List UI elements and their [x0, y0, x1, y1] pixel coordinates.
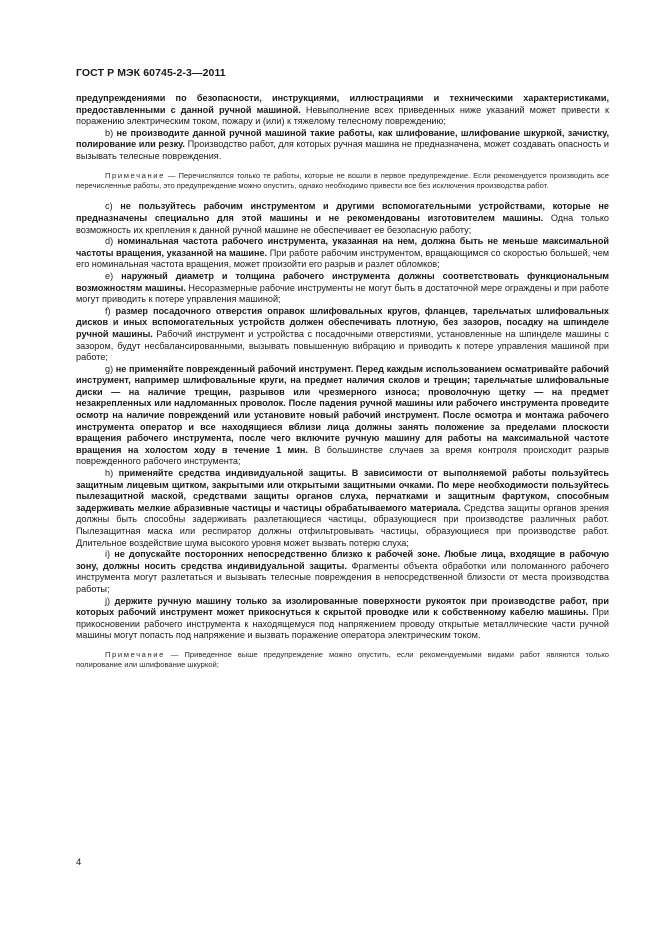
paragraph-f: [76, 306, 609, 364]
note-text: — Перечисляются только те работы, которые не вошли в первое предупреждение. Если рекомендуется производить все перечисленные работы, это предупреждение можно опустить, однако необходимо привести все без исключения производства работ.: [76, 170, 609, 190]
note-text: — Приведенное выше предупреждение можно опустить, если рекомендуемыми видами работ являются только полирование или шлифование шкуркой;: [76, 649, 609, 670]
paragraph-text: Рабочий инструмент и устройства с посадочными отверстиями, установленные на шпинделе машины с зазором, будут несбалансированными, вызывать повышенную вибрацию и приводить к потере управления машиной при работе;: [76, 328, 609, 363]
paragraph-b: [76, 128, 609, 163]
paragraph-bold: не производите данной ручной машиной такие работы, как шлифование, шлифование шкуркой, зачистку, полирование или резку.: [76, 127, 609, 150]
paragraph-text: Несоразмерные рабочие инструменты не могут быть в достаточной мере ограждены и при работе могут приводить к потере управления машиной;: [76, 282, 609, 305]
paragraph-text: Невыполнение всех приведенных ниже указаний может привести к поражению электрическим током, пожару и (или) к тяжелому телесному повреждению;: [76, 104, 609, 127]
paragraph-bold: применяйте средства индивидуальной защиты. В зависимости от выполняемой работы пользуйтесь защитным лицевым щитком, закрытыми или открытыми защитными очками. По мере необходимости пользуйтесь пылезащитной маской, средствами защиты органов слуха, перчатками и защитным фартуком, способным задерживать мелкие абразивные частицы и частицы обрабатываемого материала.: [76, 468, 609, 513]
paragraph-bold: не допускайте посторонних непосредственно близко к рабочей зоне. Любые лица, входящие в рабочую зону, должны носить средства индивидуальной защиты.: [76, 549, 609, 571]
paragraph-bold: не применяйте поврежденный рабочий инструмент. Перед каждым использованием осматривайте рабочий инструмент, например шлифовальные круги, на предмет наличия сколов и трещин; тарельчатые шлифовальные диски — на наличие трещин, разрывов или чрезмерного износа; проволочную щетку — на предмет незакрепленных или надломанных проволок. После падения ручной машины или рабочего инструмента проведите осмотр на наличие повреждений или установите новый рабочий инструмент. После осмотра и монтажа рабочего инструмента оператор и все находящиеся вблизи лица должны занять положение за пределами плоскости вращения рабочего инструмента, после чего включите ручную машину для работы на максимальной частоте вращения на холостом ходу в течение 1 мин.: [76, 363, 609, 455]
paragraph-bold: держите ручную машину только за изолированные поверхности рукояток при производстве работ, при которых рабочий инструмент может прикоснуться к скрытой проводке или к собственному кабелю машины.: [76, 595, 609, 618]
paragraph-bold: не пользуйтесь рабочим инструментом и другими вспомогательными устройствами, которые не предназначены специально для этой машины и не рекомендованы изготовителем машины.: [76, 201, 609, 223]
note-label: Примечание: [105, 170, 165, 180]
paragraph-text: При прикосновении рабочего инструмента к находящемуся под напряжением проводу открытые металлические части ручной машины могут попасть под напряжение и вызвать поражение оператора электрическим током.: [76, 607, 609, 641]
note-2: [76, 650, 609, 671]
item-marker: d): [105, 236, 114, 247]
document-body: [76, 93, 609, 671]
paragraph-bold: размер посадочного отверстия оправок шлифовальных кругов, фланцев, тарельчатых шлифовальных дисков и иных вспомогательных устройств должен обеспечивать плотную, без зазоров, посадку на шпинделе ручной машины.: [76, 305, 609, 339]
paragraph-text: Средства защиты органов зрения должны быть способны задерживать разлетающиеся частицы, образующиеся при производстве различных работ. Пылезащитная маска или респиратор должны отфильтровывать частицы, образующиеся при производстве работ. Длительное воздействие шума высокого уровня может вызвать потерю слуха;: [76, 502, 609, 548]
paragraph-text: Производство работ, для которых ручная машина не предназначена, может создавать опасность и вызывать телесные повреждения.: [76, 139, 609, 161]
page-number: 4: [76, 857, 82, 868]
paragraph-text: В большинстве случаев за время контроля происходит разрыв поврежденного рабочего инструмента;: [76, 444, 609, 467]
paragraph-g: [76, 364, 609, 468]
item-marker: f): [105, 305, 111, 316]
standard-header: ГОСТ Р МЭК 60745-2-3—2011: [76, 67, 226, 79]
paragraph-bold: предупреждениями по безопасности, инструкциями, иллюстрациями и техническими характеристиками, предоставленными с данной ручной машиной.: [76, 93, 609, 115]
paragraph-i: [76, 549, 609, 595]
item-marker: j): [105, 595, 111, 606]
paragraph-continuation: [76, 93, 609, 128]
note-1: [76, 171, 609, 192]
paragraph-text: Одна только возможность их крепления к данной ручной машине не обеспечивает ее безопасную работу;: [76, 212, 610, 235]
paragraph-c: [76, 201, 609, 236]
item-marker: b): [105, 127, 114, 138]
item-marker: c): [105, 201, 113, 212]
paragraph-text: Фрагменты объекта обработки или поломанного рабочего инструмента могут разлетаться и вызывать телесные повреждения в непосредственной близости от места производства работы;: [76, 560, 609, 594]
note-label: Примечание: [105, 649, 165, 659]
item-marker: e): [105, 270, 114, 281]
paragraph-d: [76, 236, 609, 271]
paragraph-bold: наружный диаметр и толщина рабочего инструмента должны соответствовать функциональным возможностям машины.: [76, 270, 609, 293]
paragraph-h: [76, 468, 609, 549]
paragraph-j: [76, 596, 609, 642]
paragraph-bold: номинальная частота рабочего инструмента, указанная на нем, должна быть не меньше максимальной частоты вращения, указанной на машине.: [76, 236, 609, 258]
paragraph-text: При работе рабочим инструментом, вращающимся со скоростью большей, чем его номинальная частота вращения, может произойти его разрыв и разлет обломков;: [76, 247, 609, 270]
paragraph-e: [76, 271, 609, 306]
item-marker: g): [105, 363, 114, 374]
item-marker: h): [105, 468, 114, 479]
item-marker: i): [105, 549, 111, 560]
